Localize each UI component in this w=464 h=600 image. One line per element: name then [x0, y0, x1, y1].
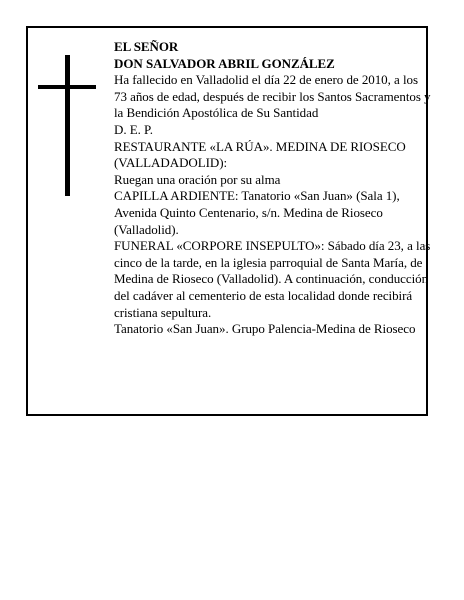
family-line: RESTAURANTE «LA RÚA». MEDINA DE RIOSECO (VALLADADOLID): [114, 138, 406, 171]
notice-heading: EL SEÑOR [114, 39, 179, 54]
deceased-name: DON SALVADOR ABRIL GONZÁLEZ [114, 55, 335, 71]
cross-vertical-bar [65, 55, 70, 196]
death-announcement: Ha fallecido en Valladolid el día 22 de enero de 2010, a los 73 años de edad, después de recibir los Santos Sacramentos y la Bendición Apostólica de Su Santidad [114, 72, 431, 121]
cross-horizontal-bar [38, 85, 96, 89]
chapel-info: CAPILLA ARDIENTE: Tanatorio «San Juan» (Sala 1), Avenida Quinto Centenario, s/n. Medina de Rioseco (Valladolid). [114, 188, 400, 237]
funeral-info: FUNERAL «CORPORE INSEPULTO»: Sábado día 23, a las cinco de la tarde, en la iglesia parroquial de Santa María, de Medina de Rioseco (Valladolid). A continuación, conducción del cadáver al cementerio de esta localidad donde recibirá cristiana sepultura. [114, 238, 431, 320]
rip-text: D. E. P. [114, 121, 153, 137]
obituary-text [114, 39, 432, 338]
funeral-home-info: Tanatorio «San Juan». Grupo Palencia-Medina de Rioseco [114, 321, 416, 337]
prayer-request: Ruegan una oración por su alma [114, 171, 281, 187]
